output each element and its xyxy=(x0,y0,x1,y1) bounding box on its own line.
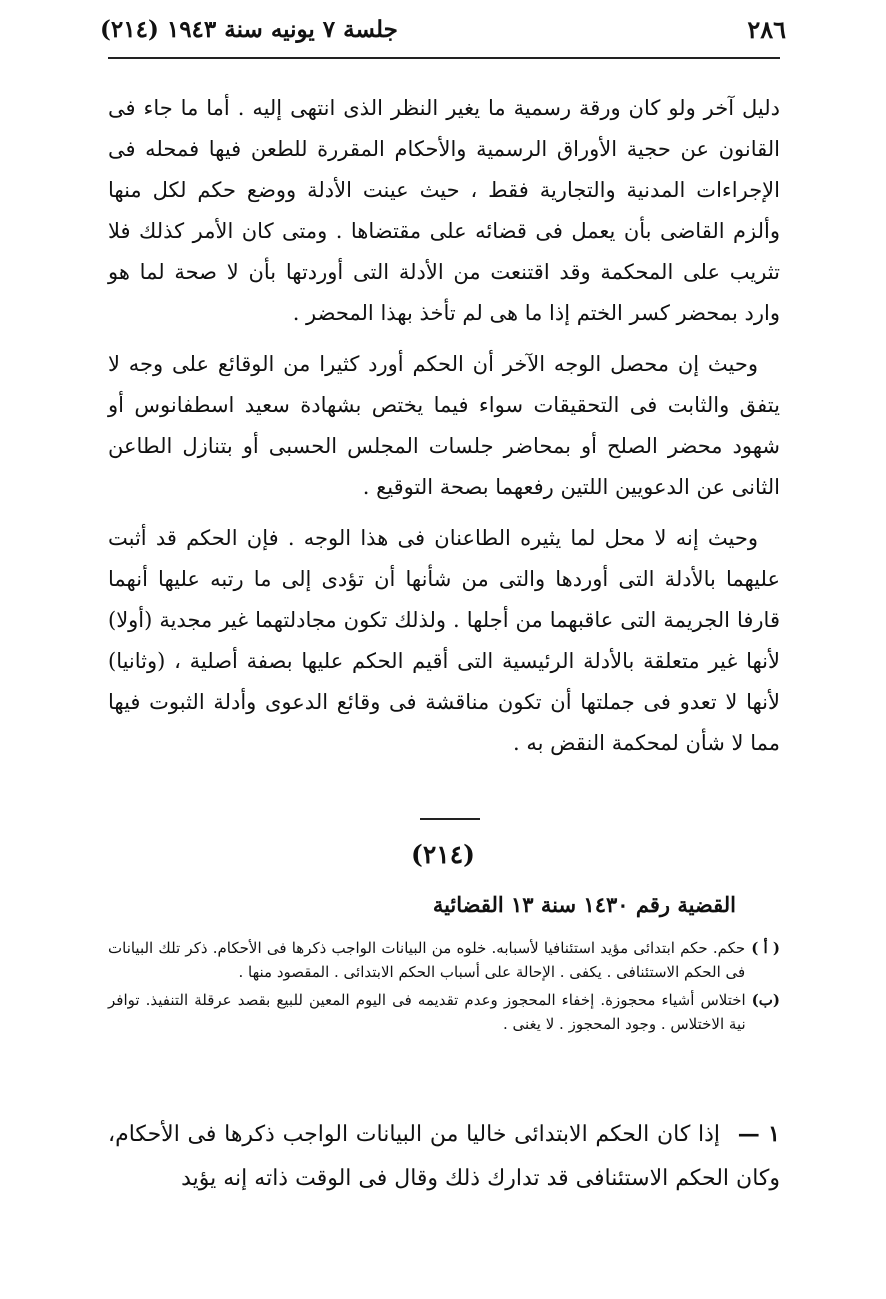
running-header xyxy=(100,12,786,46)
paragraph-2: وحيث إن محصل الوجه الآخر أن الحكم أورد كثيرا من الوقائع على وجه لا يتفق والثابت فى التحقيقات سواء فيما يختص بشهادة سعيد اسطفانوس أو شهود محضر الصلح أو بمحاضر جلسات المجلس الحسبى أو بتنازل الطاعن الثانى عن الدعويين اللتين رفعهما بصحة التوقيع . xyxy=(108,352,780,499)
case-number: (٢١٤) xyxy=(411,840,475,869)
summary-item-b xyxy=(108,988,780,1036)
case-title: القضية رقم ١٤٣٠ سنة ١٣ القضائية xyxy=(432,892,736,917)
summary-item-a xyxy=(108,936,780,984)
case-summary xyxy=(108,936,780,1040)
summary-marker: (ب) xyxy=(751,991,780,1009)
body-text xyxy=(108,88,780,764)
section-divider xyxy=(420,818,480,820)
page-number: ٢٨٦ xyxy=(747,14,786,44)
summary-marker: ( أ ) xyxy=(751,939,780,957)
principle-text: إذا كان الحكم الابتدائى خاليا من البيانات الواجب ذكرها فى الأحكام، وكان الحكم الاستئنافى قد تدارك ذلك وقال فى الوقت ذاته إنه يؤيد xyxy=(108,1122,780,1191)
summary-text: حكم. حكم ابتدائى مؤيد استئنافيا لأسبابه. خلوه من البيانات الواجب ذكرها فى الأحكام. ذكر تلك البيانات فى الحكم الاستئنافى . يكفى . الإحالة على أسباب الحكم الابتدائى . المقصود منها . xyxy=(108,939,746,981)
paragraph-1: دليل آخر ولو كان ورقة رسمية ما يغير النظر الذى انتهى إليه . أما ما جاء فى القانون عن حجية الأوراق الرسمية والأحكام المقررة للطعن فيها فمحله فى الإجراءات المدنية والتجارية فقط ، حيث عينت الأدلة ووضع حكم لكل منها وألزم القاضى بأن يعمل فى قضائه على مقتضاها . ومتى كان الأمر كذلك فلا تثريب على المحكمة وقد اقتنعت من الأدلة التى أوردتها بأن لا صحة لما هو وارد بمحضر كسر الختم إذا ما هى لم تأخذ بهذا المحضر . xyxy=(108,96,780,325)
principle-1 xyxy=(108,1112,780,1201)
session-title: جلسة ٧ يونيه سنة ١٩٤٣ (٢١٤) xyxy=(100,15,398,43)
summary-text: اختلاس أشياء محجوزة. إخفاء المحجوز وعدم تقديمه فى اليوم المعين للبيع بقصد عرقلة التنفيذ. توافر نية الاختلاس . وجود المحجوز . لا يغنى . xyxy=(108,991,746,1033)
paragraph-3: وحيث إنه لا محل لما يثيره الطاعنان فى هذا الوجه . فإن الحكم قد أثبت عليهما بالأدلة التى أوردها والتى من شأنها أن تؤدى إلى ما رتبه عليها أنهما قارفا الجريمة التى عاقبهما من أجلها . ولذلك تكون مجادلتهما غير مجدية (أولا) لأنها غير متعلقة بالأدلة الرئيسية التى أقيم الحكم عليها بصفة أصلية ، (وثانيا) لأنها لا تعدو فى جملتها أن تكون مناقشة فى وقائع الدعوى وأدلة الثبوت فيها مما لا شأن لمحكمة النقض به . xyxy=(108,526,780,755)
principle-number: ١ — xyxy=(737,1121,780,1147)
header-rule xyxy=(108,57,780,59)
